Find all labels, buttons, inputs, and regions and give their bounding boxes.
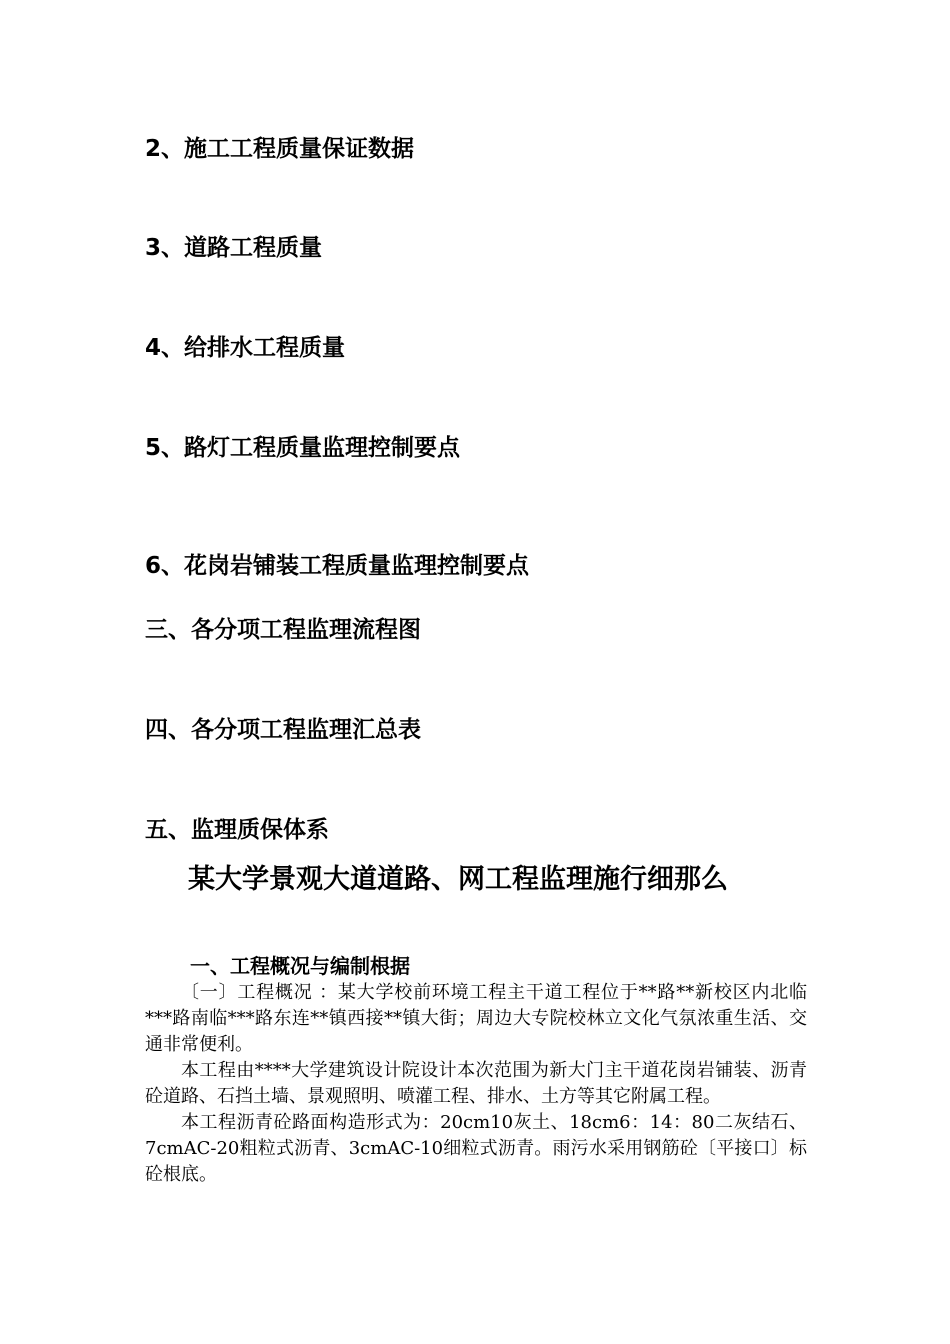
- toc-item-3: 3、道路工程质量: [145, 235, 323, 261]
- document-title: 某大学景观大道道路、网工程监理施行细那么: [188, 864, 728, 895]
- toc-item-4: 4、给排水工程质量: [145, 335, 346, 361]
- toc-item-2: 2、施工工程质量保证数据: [145, 136, 415, 162]
- paragraph-overview: 〔一〕工程概况 ：某大学校前环境工程主干道工程位于**路**新校区内北临***路南临***路东连**镇西接**镇大街；周边大专院校林立文化气氛浓重生活、交通非常便利。: [145, 982, 807, 1055]
- toc-item-5: 5、路灯工程质量监理控制要点: [145, 435, 461, 461]
- body-text: [145, 980, 807, 1188]
- paragraph-scope: 本工程由****大学建筑设计院设计本次范围为新大门主干道花岗岩铺装、沥青砼道路、石挡土墙、景观照明、喷灌工程、排水、土方等其它附属工程。: [145, 1060, 807, 1107]
- toc-section-4: 四、各分项工程监理汇总表: [145, 717, 421, 743]
- paragraph-structure: 本工程沥青砼路面构造形式为：20cm10灰土、18cm6：14：80二灰结石、7cmAC-20粗粒式沥青、3cmAC-10细粒式沥青。雨污水采用钢筋砼〔平接口〕标砼根底。: [145, 1112, 807, 1185]
- toc-item-6: 6、花岗岩铺装工程质量监理控制要点: [145, 553, 530, 579]
- toc-section-5: 五、监理质保体系: [145, 817, 329, 843]
- section-1-heading: 一、工程概况与编制根据: [190, 954, 410, 978]
- toc-section-3: 三、各分项工程监理流程图: [145, 617, 421, 643]
